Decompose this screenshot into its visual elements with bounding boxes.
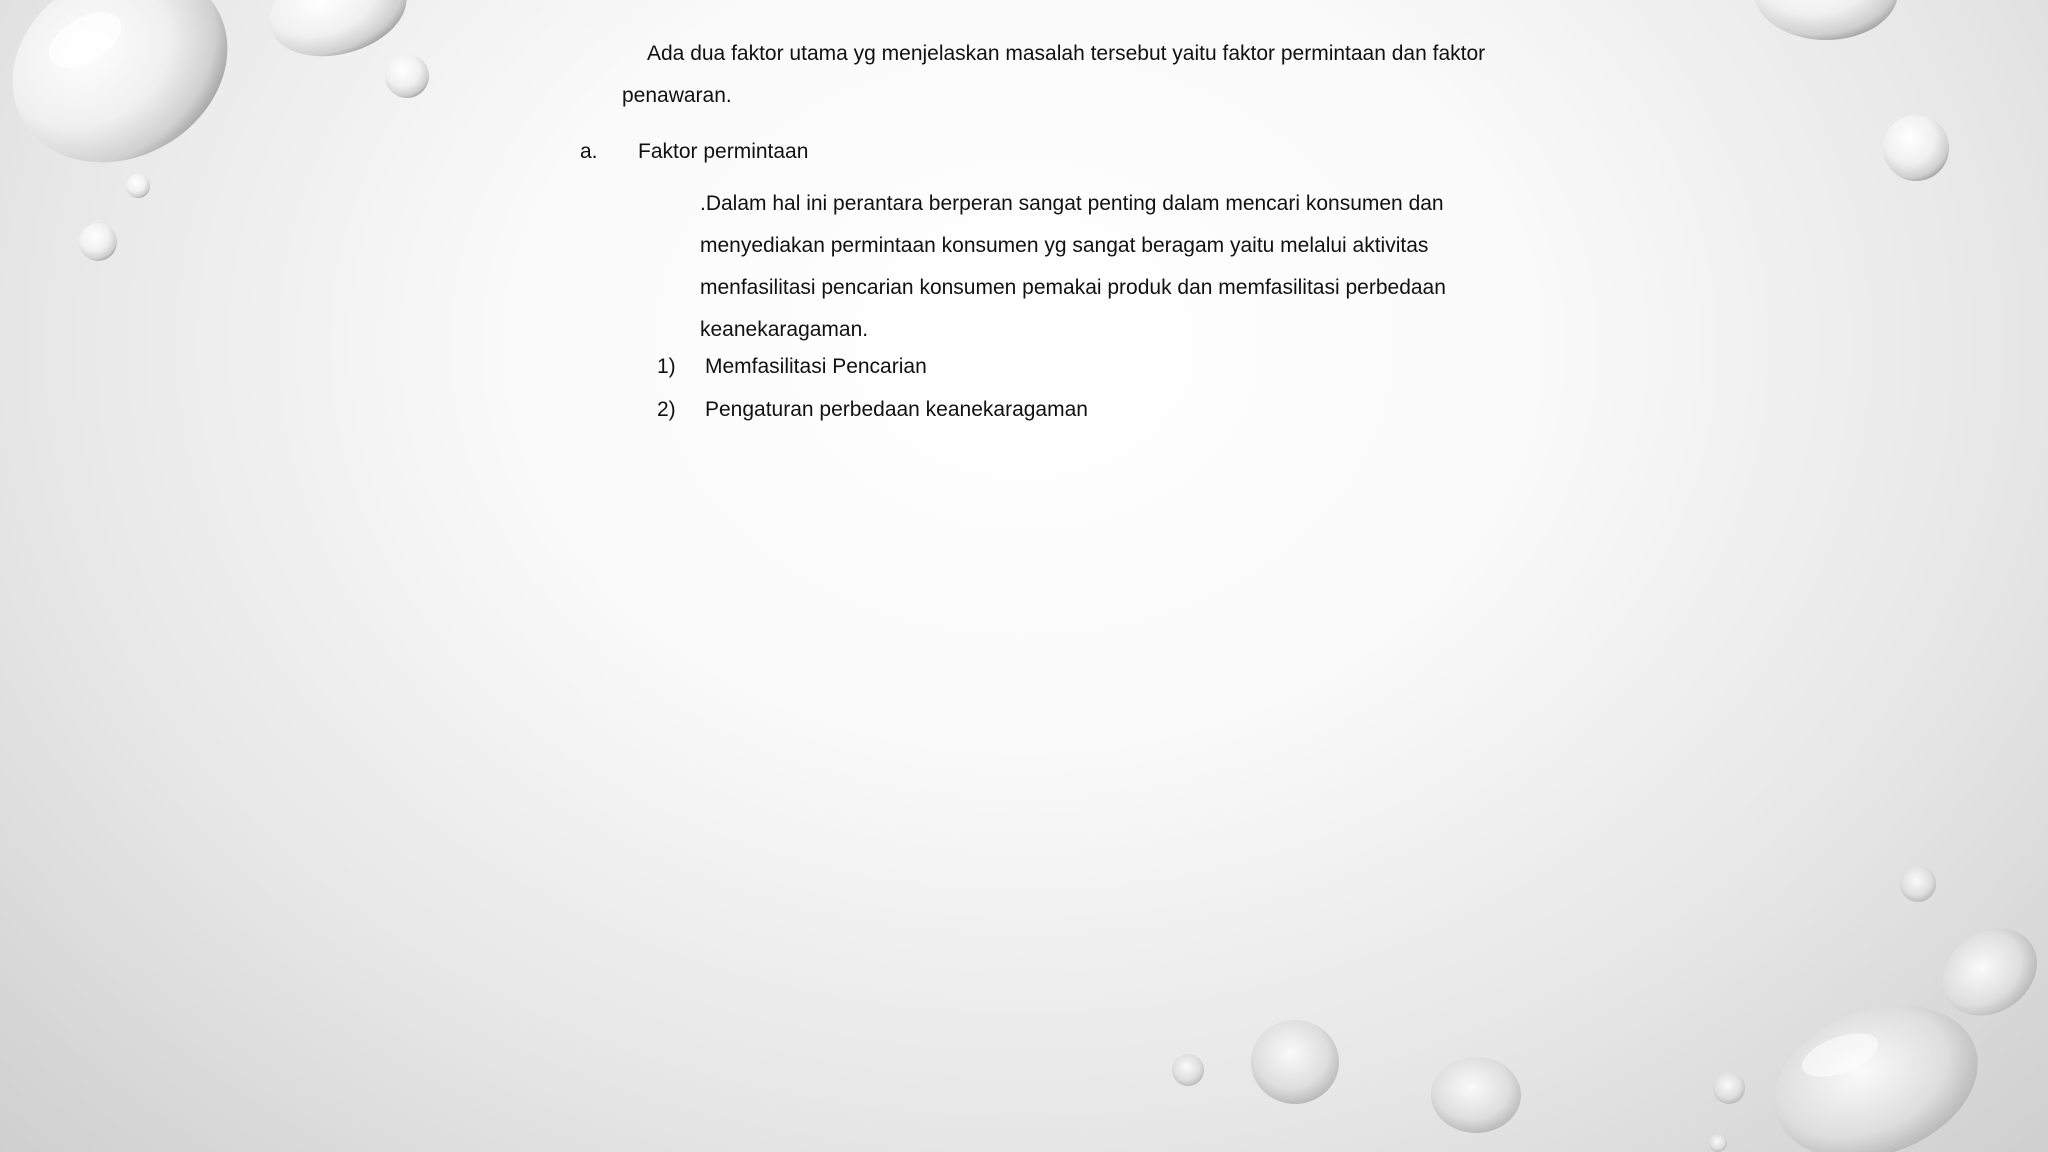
list-item-number: 1) <box>657 355 676 378</box>
intro-line-2: penawaran. <box>622 84 732 107</box>
drop-bottom-right-small-2 <box>1713 1072 1745 1104</box>
paragraph-line: .Dalam hal ini perantara berperan sangat penting dalam mencari konsumen dan <box>700 192 1444 215</box>
drop-bottom-center-large <box>1251 1020 1339 1104</box>
drop-bottom-right-small-1 <box>1900 866 1936 902</box>
section-paragraph <box>700 183 1446 351</box>
drop-bottom-center-small <box>1172 1054 1204 1086</box>
drop-top-left-small-1 <box>385 54 429 98</box>
drop-top-left-small-3 <box>79 223 117 261</box>
paragraph-line: menfasilitasi pencarian konsumen pemakai produk dan memfasilitasi perbedaan <box>700 276 1446 299</box>
intro-line-1: Ada dua faktor utama yg menjelaskan masalah tersebut yaitu faktor permintaan dan faktor <box>647 42 1486 65</box>
drop-bottom-right-small-3 <box>1709 1134 1727 1152</box>
drop-top-left-small-2 <box>126 174 150 198</box>
section-title: Faktor permintaan <box>638 140 809 163</box>
drop-top-right-large <box>1754 0 1898 40</box>
list-item-text: Pengaturan perbedaan keanekaragaman <box>705 398 1088 421</box>
list-item-number: 2) <box>657 398 676 421</box>
paragraph-line: keanekaragaman. <box>700 318 869 341</box>
drop-bottom-center-right <box>1431 1057 1521 1133</box>
paragraph-line: menyediakan permintaan konsumen yg sangat beragam yaitu melalui aktivitas <box>700 234 1429 257</box>
drop-top-left-large <box>0 0 263 201</box>
section-marker: a. <box>580 140 598 163</box>
list-item-text: Memfasilitasi Pencarian <box>705 355 927 378</box>
drop-top-right-medium <box>1883 115 1949 181</box>
